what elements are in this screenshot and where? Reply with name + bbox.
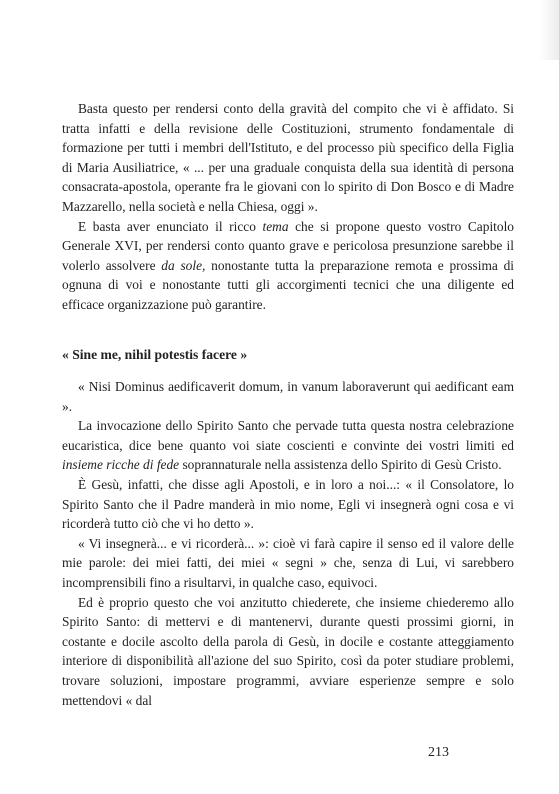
- paragraph-text: E basta aver enunciato il ricco: [78, 218, 263, 234]
- paragraph: [62, 377, 514, 416]
- paragraph: [62, 217, 514, 315]
- italic-text: tema: [262, 218, 289, 234]
- paragraph: [62, 416, 514, 475]
- paragraph: [62, 475, 514, 534]
- paragraph: [62, 534, 514, 593]
- paragraph-text: Basta questo per rendersi conto della gravità del compito che vi è affidato. Si tratta infatti e della revisione delle Costituzioni, strumento fondamentale di formazione per tutti i membri dell'Istituto, e del processo più specifico della Figlia di Maria Ausiliatrice, « ... per una graduale conquista della sua identità di persona consacrata-apostola, operante fra le giovani con lo spirito di Don Bosco e di Madre Mazzarello, nella società e nella Chiesa, oggi ».: [62, 101, 514, 214]
- italic-text: da sole,: [161, 257, 206, 273]
- paragraph-text: che si propone questo vostro Capitolo Generale XVI, per rendersi conto quanto grave e pericolosa presunzione sarebbe il volerlo assolvere: [62, 218, 514, 273]
- section-2-body: [62, 377, 514, 710]
- paragraph-text: nonostante tutta la preparazione remota e prossima di ognuna di voi e nonostante tutti gli accorgimenti tecnici che una diligente ed efficace organizzazione può garantire.: [62, 257, 515, 312]
- section-1-body: [62, 99, 514, 315]
- section-heading: « Sine me, nihil potestis facere »: [62, 347, 248, 362]
- paragraph-text: « Nisi Dominus aedificaverit domum, in vanum laboraverunt qui aedificant eam ».: [62, 379, 514, 414]
- scan-edge-shadow: [539, 0, 559, 60]
- paragraph-text: La invocazione dello Spirito Santo che pervade tutta questa nostra celebrazione eucaristica, dice bene quanto voi siate coscienti e convinte dei vostri limiti ed: [62, 418, 514, 453]
- paragraph-text: « Vi insegnerà... e vi ricorderà... »: cioè vi farà capire il senso ed il valore delle mie parole: dei miei fatti, dei miei « segni » che, senza di Lui, vi sarebbero incomprensibili fino a risultarvi, in qualche caso, equivoci.: [62, 535, 514, 590]
- paragraph: [62, 593, 514, 711]
- paragraph: [62, 99, 514, 217]
- page-number: 213: [428, 745, 449, 760]
- paragraph-text: È Gesù, infatti, che disse agli Apostoli, e in loro a noi...: « il Consolatore, lo Spirito Santo che il Padre manderà in mio nome, Egli vi insegnerà ogni cosa e vi ricorderà tutto ciò che vi ho detto ».: [62, 476, 514, 532]
- paragraph-text: Ed è proprio questo che voi anzitutto chiederete, che insieme chiederemo allo Spirito Santo: di mettervi e di mantenervi, durante questi prossimi giorni, in costante e docile ascolto della parola di Gesù, in docile e costante atteggiamento interiore di disponibilità all'azione del suo Spirito, così da poter studiare problemi, trovare soluzioni, impostare programmi, avviare esperienze sempre e solo mettendovi « dal: [62, 594, 514, 708]
- italic-text: insieme ricche di fede: [62, 457, 180, 473]
- paragraph-text: soprannaturale nella assistenza dello Spirito di Gesù Cristo.: [179, 457, 502, 473]
